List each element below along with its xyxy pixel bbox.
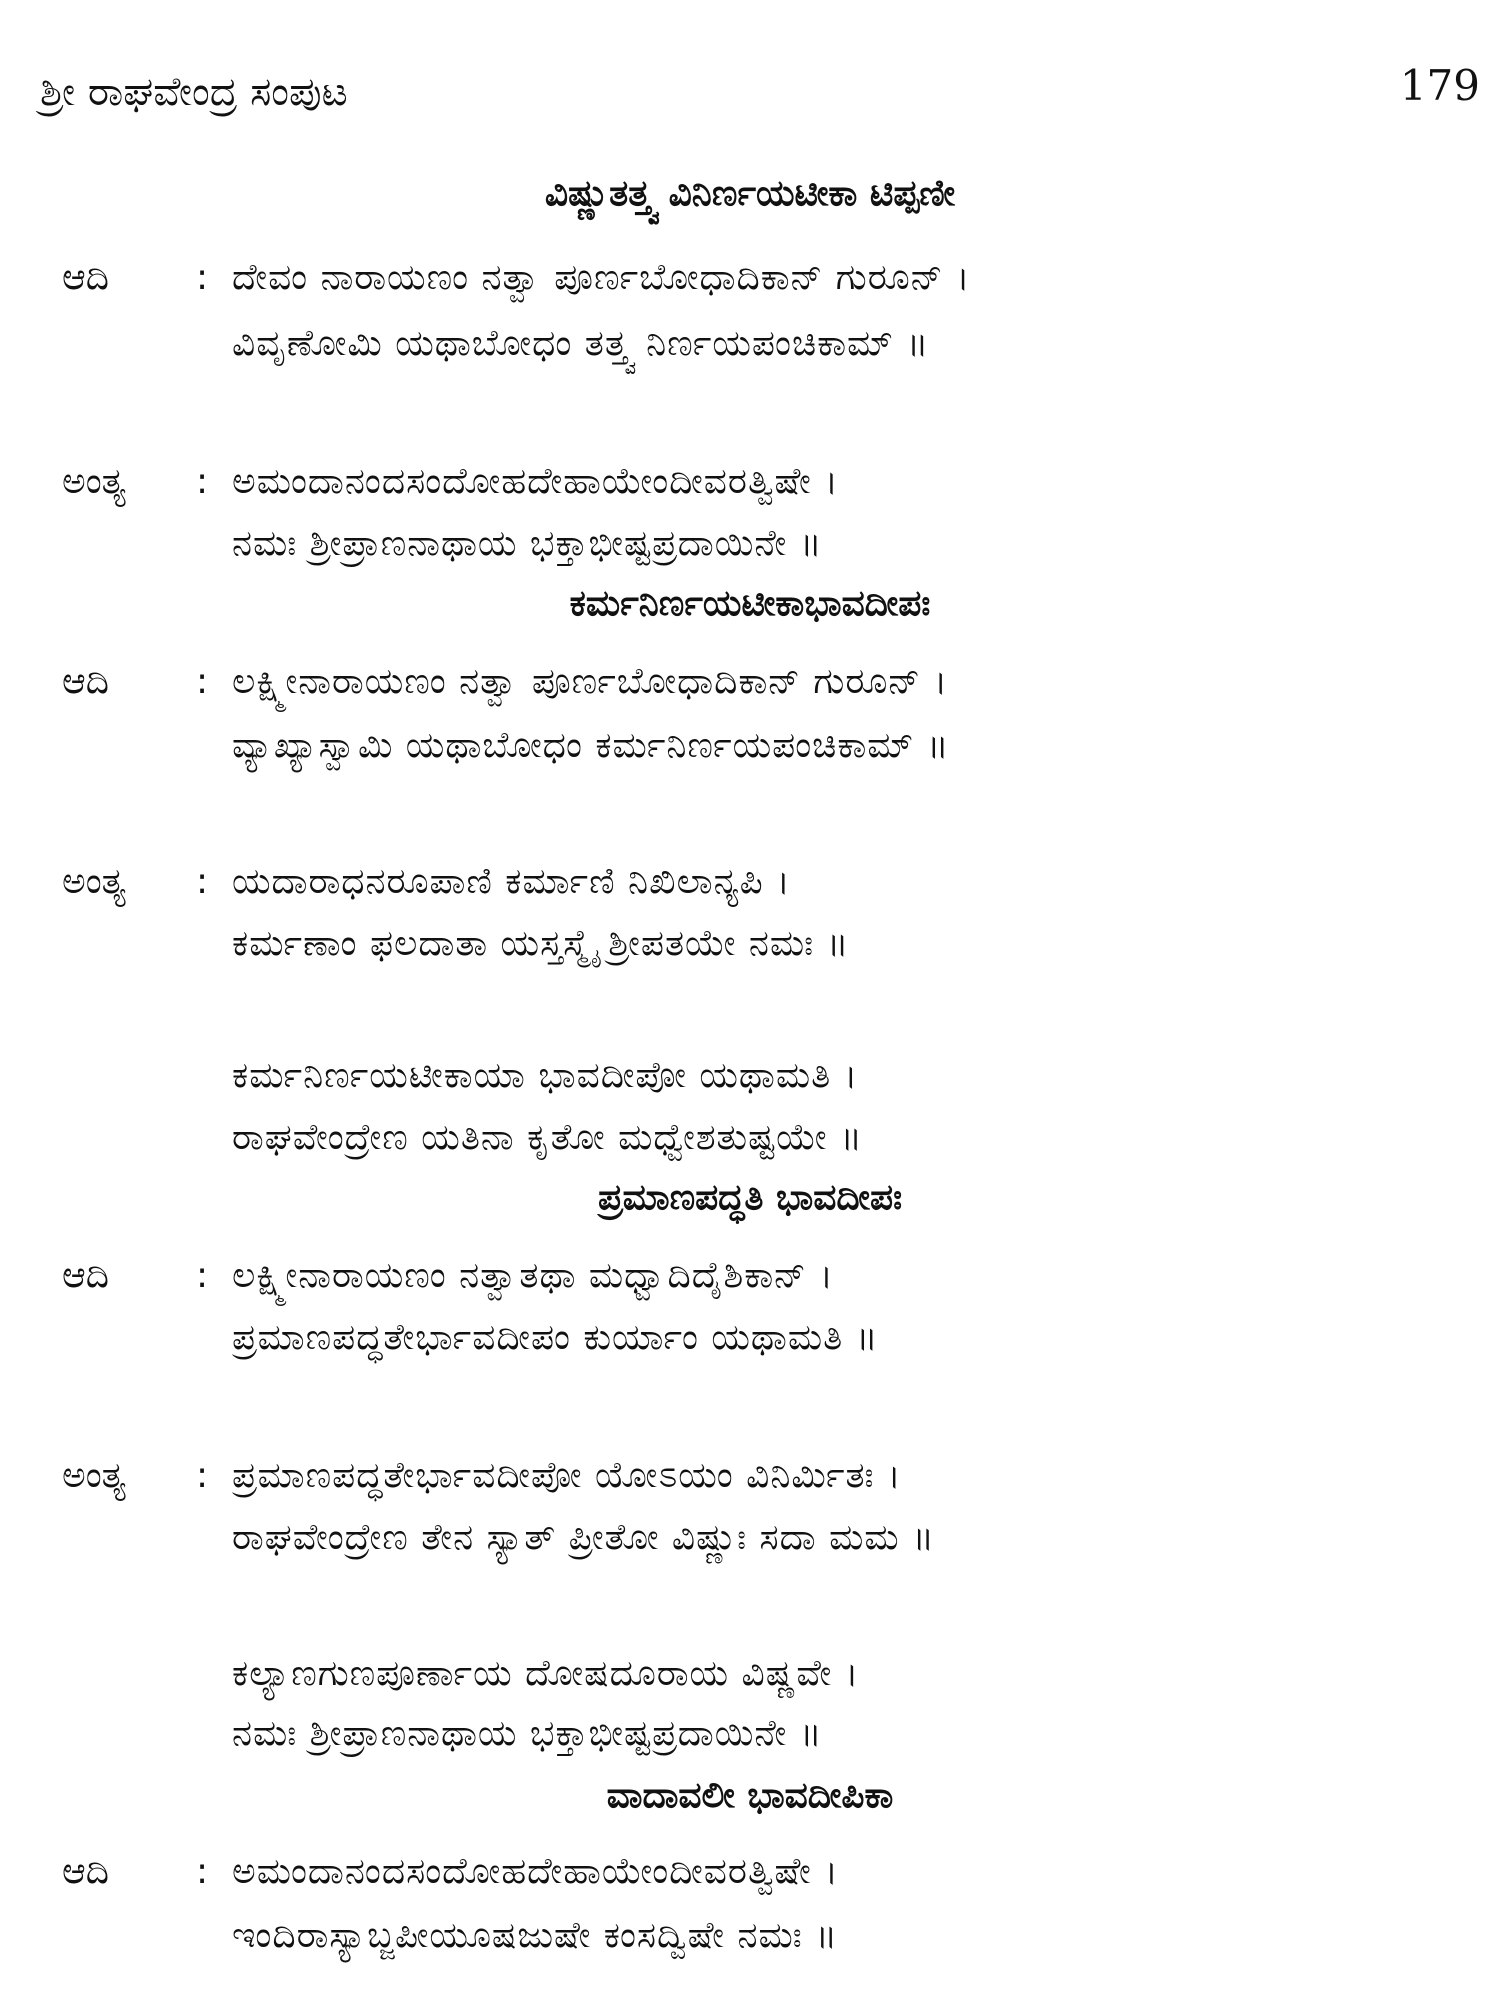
section-heading: ಕರ್ಮನಿರ್ಣಯಟೀಕಾಭಾವದೀಪಃ [569, 583, 931, 624]
adi-label: ಆದಿ [62, 257, 110, 298]
section-heading: ವಿಷ್ಣುತತ್ತ್ವ ವಿನಿರ್ಣಯಟೀಕಾ ಟಿಪ್ಪಣೀ [544, 173, 956, 214]
verse-line: ವ್ಯಾಖ್ಯಾಸ್ವಾಮಿ ಯಥಾಬೋಧಂ ಕರ್ಮನಿರ್ಣಯಪಂಚಿಕಾಮ್ ॥ [232, 725, 950, 766]
verse-line: ಕರ್ಮಣಾಂ ಫಲದಾತಾ ಯಸ್ತಸ್ಮೈ ಶ್ರೀಪತಯೇ ನಮಃ ॥ [232, 923, 850, 964]
colon: : [196, 1851, 209, 1892]
verse-line: ಲಕ್ಷ್ಮೀನಾರಾಯಣಂ ನತ್ವಾ ಪೂರ್ಣಬೋಧಾದಿಕಾನ್ ಗುರೂನ್ । [232, 661, 949, 702]
section-heading: ಪ್ರಮಾಣಪದ್ಧತಿ ಭಾವದೀಪಃ [597, 1177, 903, 1218]
colon: : [196, 1455, 209, 1496]
adi-label: ಆದಿ [62, 1851, 110, 1892]
verse-line: ವಿವೃಣೋಮಿ ಯಥಾಬೋಧಂ ತತ್ತ್ವ ನಿರ್ಣಯಪಂಚಿಕಾಮ್ ॥ [232, 323, 930, 364]
verse-line: ಪ್ರಮಾಣಪದ್ಧತೇರ್ಭಾವದೀಪೋ ಯೋಽಯಂ ವಿನಿರ್ಮಿತಃ । [232, 1455, 902, 1496]
verse-line: ನಮಃ ಶ್ರೀಪ್ರಾಣನಾಥಾಯ ಭಕ್ತಾಭೀಷ್ಟಪ್ರದಾಯಿನೇ ॥ [232, 1713, 823, 1754]
verse-line: ಕರ್ಮನಿರ್ಣಯಟೀಕಾಯಾ ಭಾವದೀಪೋ ಯಥಾಮತಿ । [232, 1055, 859, 1096]
colon: : [196, 257, 209, 298]
colon: : [196, 461, 209, 502]
verse-line: ಲಕ್ಷ್ಮೀನಾರಾಯಣಂ ನತ್ವಾತಥಾ ಮಧ್ವಾದಿದೈಶಿಕಾನ್ । [232, 1255, 834, 1296]
antya-label: ಅಂತ್ಯ [62, 461, 126, 502]
verse-line: ಯದಾರಾಧನರೂಪಾಣಿ ಕರ್ಮಾಣಿ ನಿಖಿಲಾನ್ಯಪಿ । [232, 861, 791, 902]
colon: : [196, 861, 209, 902]
verse-line: ಅಮಂದಾನಂದಸಂದೋಹದೇಹಾಯೇಂದೀವರತ್ವಿಷೇ । [232, 461, 839, 502]
verse-line: ದೇವಂ ನಾರಾಯಣಂ ನತ್ವಾ ಪೂರ್ಣಬೋಧಾದಿಕಾನ್ ಗುರೂನ್ । [232, 257, 971, 298]
verse-line: ಇಂದಿರಾಸ್ಯಾಬ್ಜಪೀಯೂಷಜುಷೇ ಕಂಸದ್ವಿಷೇ ನಮಃ ॥ [232, 1915, 839, 1956]
verse-line: ನಮಃ ಶ್ರೀಪ್ರಾಣನಾಥಾಯ ಭಕ್ತಾಭೀಷ್ಟಪ್ರದಾಯಿನೇ ॥ [232, 523, 823, 564]
antya-label: ಅಂತ್ಯ [62, 1455, 126, 1496]
colon: : [196, 1255, 209, 1296]
verse-line: ಪ್ರಮಾಣಪದ್ಧತೇರ್ಭಾವದೀಪಂ ಕುರ್ಯಾಂ ಯಥಾಮತಿ ॥ [232, 1317, 879, 1358]
adi-label: ಆದಿ [62, 1255, 110, 1296]
section-heading: ವಾದಾವಲೀ ಭಾವದೀಪಿಕಾ [606, 1775, 894, 1816]
running-title: ಶ್ರೀ ರಾಘವೇಂದ್ರ ಸಂಪುಟ [40, 69, 348, 115]
verse-line: ಅಮಂದಾನಂದಸಂದೋಹದೇಹಾಯೇಂದೀವರತ್ವಿಷೇ । [232, 1851, 839, 1892]
colon: : [196, 661, 209, 702]
antya-label: ಅಂತ್ಯ [62, 861, 126, 902]
page-number: 179 [1399, 61, 1480, 110]
adi-label: ಆದಿ [62, 661, 110, 702]
verse-line: ರಾಘವೇಂದ್ರೇಣ ತೇನ ಸ್ಯಾತ್ ಪ್ರೀತೋ ವಿಷ್ಣುಃ ಸದಾ ಮಮ ॥ [232, 1517, 935, 1558]
verse-line: ರಾಘವೇಂದ್ರೇಣ ಯತಿನಾ ಕೃತೋ ಮಧ್ವೇಶತುಷ್ಟಯೇ ॥ [232, 1117, 863, 1158]
verse-line: ಕಲ್ಯಾಣಗುಣಪೂರ್ಣಾಯ ದೋಷದೂರಾಯ ವಿಷ್ಣವೇ । [232, 1653, 860, 1694]
